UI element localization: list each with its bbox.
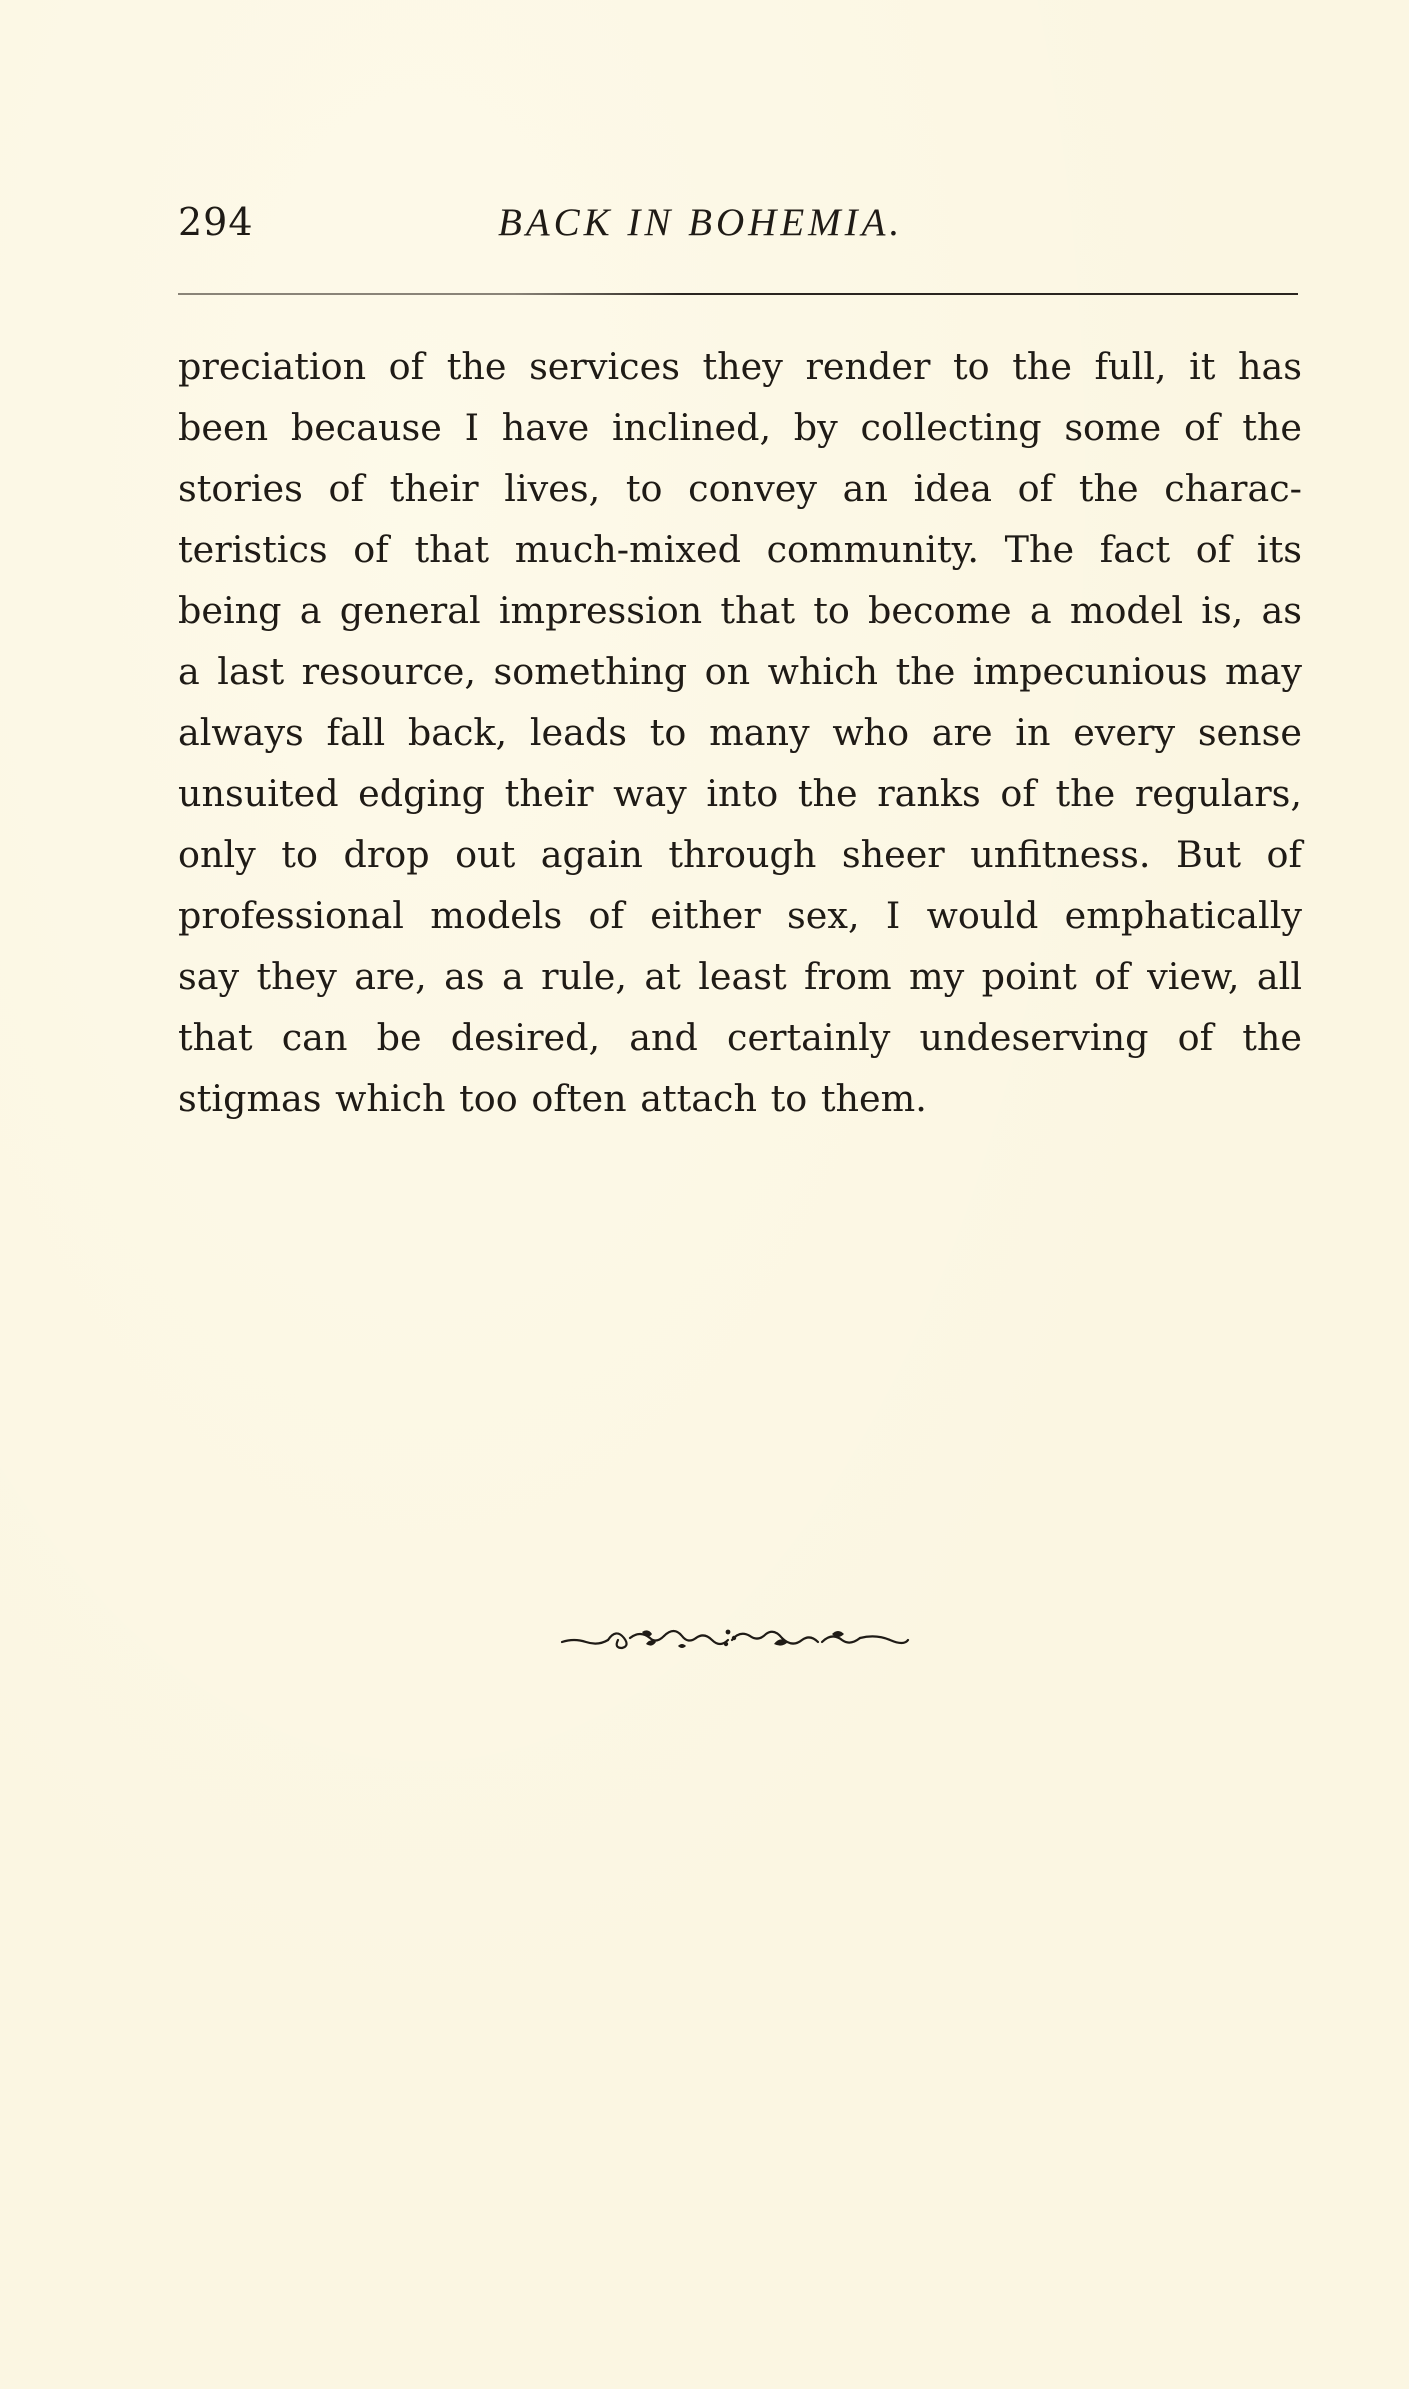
text-line: stories of their lives, to convey an idea of the charac- [178, 467, 1302, 510]
running-title: BACK IN BOHEMIA. [498, 201, 904, 244]
page-number: 294 [178, 200, 254, 244]
text-line: say they are, as a rule, at least from my point of view, all [178, 955, 1302, 998]
text-line: professional models of either sex, I would emphatically [178, 894, 1302, 937]
text-line: stigmas which too often attach to them. [178, 1077, 927, 1120]
text-line: being a general impression that to become a model is, as [178, 589, 1302, 632]
text-line: preciation of the services they render to the full, it has [178, 345, 1302, 388]
body-paragraph [178, 336, 1302, 1129]
running-head [178, 200, 1298, 260]
tailpiece-flourish-icon [560, 1618, 910, 1664]
text-line: that can be desired, and certainly undeserving of the [178, 1016, 1302, 1059]
text-line: only to drop out again through sheer unfitness. But of [178, 833, 1302, 876]
text-line: unsuited edging their way into the ranks of the regulars, [178, 772, 1302, 815]
text-line: been because I have inclined, by collecting some of the [178, 406, 1302, 449]
text-line: teristics of that much-mixed community. The fact of its [178, 528, 1302, 571]
header-rule [178, 293, 1298, 295]
text-line: always fall back, leads to many who are in every sense [178, 711, 1302, 754]
text-line: a last resource, something on which the impecunious may [178, 650, 1302, 693]
